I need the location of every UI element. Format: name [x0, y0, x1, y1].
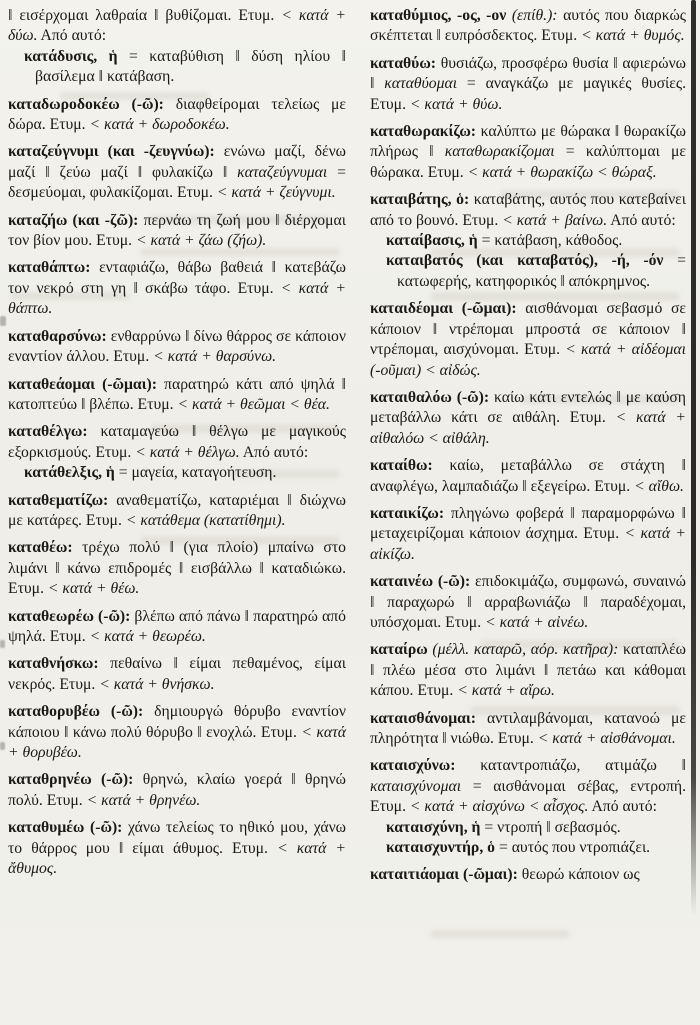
definition-text: χάνω τελείως το ηθικό μου, χάνω το θάρρος μου ‖ είμαι άθυμος. Ετυμ. [8, 819, 346, 857]
dictionary-entry [370, 299, 686, 381]
headword: καταθάπτω: [8, 259, 91, 277]
dictionary-entry [8, 770, 346, 811]
sub-entry [370, 818, 686, 838]
definition-text: = ντροπή ‖ σεβασμός. [480, 818, 621, 836]
sub-entry [370, 838, 686, 858]
definition-text: παρατηρώ κάτι από ψηλά ‖ κατοπτεύω ‖ βλέπω. Ετυμ. [8, 375, 346, 413]
etymology-text: < κατά + θορυβέω. [8, 723, 346, 761]
headword: καταθέω: [8, 539, 73, 557]
definition-text: = καταβύθιση ‖ δύση ηλίου ‖ βασίλεμα ‖ κατάβαση. [35, 47, 346, 86]
etymology-text: < κατά + θέω. [47, 580, 140, 598]
etymology-text: < κατά + ζεύγνυμι. [216, 184, 336, 202]
definition-text: θυσιάζω, προσφέρω θυσία ‖ αφιερώνω ‖ [370, 54, 686, 93]
sub-entry [370, 251, 686, 292]
etymology-text: < κατά + αἰκίζω. [370, 525, 686, 563]
dictionary-entry [8, 95, 346, 136]
definition-text: καίω, μεταβάλλω σε στάχτη ‖ αναφλέγω, λαμπαδιάζω ‖ εξεγείρω. Ετυμ. [370, 457, 686, 495]
etymology-text: < κατά + θυμός. [581, 27, 685, 45]
definition-text: ενώνω μαζί, δένω μαζί ‖ ζεύω μαζί ‖ φυλακίζω ‖ [8, 143, 347, 181]
scan-edge-mark [0, 742, 5, 750]
etymology-text: < αἴθω. [634, 477, 684, 495]
headword: καταίρω [370, 641, 428, 659]
etymology-text: < κατά + αἰσθάνομαι. [537, 730, 676, 747]
scan-edge-mark [0, 640, 5, 648]
definition-text: πληγώνω φοβερά ‖ παραμορφώνω ‖ μεταχειρίζομαι κάποιον άσχημα. Ετυμ. [370, 504, 686, 543]
dictionary-entry [8, 258, 346, 319]
dictionary-entry [370, 572, 686, 633]
definition-text: αισθάνομαι σεβασμό σε κάποιον ‖ ντρέπομαι μπροστά σε κάποιον ‖ ντρέπομαι, αισχύνομαι. Ετυμ. [370, 300, 686, 359]
scan-edge-shadow [691, 0, 696, 915]
headword: καταθυμέω (-ῶ): [8, 819, 123, 837]
headword: καταθαρσύνω: [8, 327, 107, 345]
dictionary-entry [370, 388, 686, 449]
definition-text: βλέπω από πάνω ‖ παρατηρώ από ψηλά. Ετυμ. [8, 607, 346, 645]
definition-text: = κατωφερής, κατηφορικός ‖ απόκρημνος. [397, 252, 686, 290]
definition-text: πεθαίνω ‖ είμαι πεθαμένος, είμαι νεκρός. Ετυμ. [8, 655, 346, 693]
headword: καταισχύνω: [370, 757, 456, 775]
etymology-text: < κατά + θωρακίζω < θώραξ. [467, 163, 657, 181]
headword: καταισχυντήρ, ὁ [386, 839, 496, 857]
dictionary-entry [8, 142, 346, 203]
etymology-text: καταθωρακίζομαι [444, 143, 555, 161]
etymology-text: < κατά + ἄθυμος. [8, 839, 346, 878]
headword: καταιδέομαι (-ῶμαι): [370, 300, 517, 318]
etymology-text: καταζεύγνυμαι [237, 163, 328, 181]
headword: καταισχύνη, ἡ [386, 818, 481, 836]
headword: καταζεύγνυμι (και -ζευγνύω): [8, 143, 215, 161]
definition-text: αναθεματίζω, καταριέμαι ‖ διώχνω με κατάρες. Ετυμ. [8, 491, 346, 529]
dictionary-entry [370, 709, 686, 750]
dictionary-entry [8, 491, 346, 532]
definition-text: αντιλαμβάνομαι, κατανοώ με πληρότητα ‖ νιώθω. Ετυμ. [370, 709, 686, 747]
headword: καταθέλγω: [8, 423, 88, 441]
definition-text: καταμαγεύω ‖ θέλγω με μαγικούς εξορκισμούς. Ετυμ. [8, 423, 346, 461]
column-left [8, 6, 346, 886]
dictionary-entry [370, 756, 686, 817]
dictionary-entry [8, 327, 346, 368]
definition-text: ενταφιάζω, θάβω βαθειά ‖ κατεβάζω τον νεκρό στη γη ‖ σκάβω τάφο. Ετυμ. [8, 259, 346, 297]
etymology-text: < κατά + θέλγω. [135, 443, 240, 461]
dictionary-entry [8, 607, 346, 648]
dictionary-entry [370, 640, 686, 701]
definition-text: = καλύπτομαι με θώρακα. Ετυμ. [370, 143, 686, 181]
definition-text: θρηνώ, κλαίω γοερά ‖ θρηνώ πολύ. Ετυμ. [8, 771, 346, 809]
definition-text: διαφθείρομαι τελείως με δώρα. Ετυμ. [8, 95, 347, 134]
definition-text: = αισθάνομαι σέβας, εντροπή. Ετυμ. [370, 777, 686, 816]
definition-text: ενθαρρύνω ‖ δίνω θάρρος σε κάποιον εναντίον άλλου. Ετυμ. [8, 327, 346, 366]
etymology-text: < κατά + θεῶμαι < θέα. [177, 395, 330, 413]
etymology-text: < κατά + θεωρέω. [89, 627, 206, 645]
dictionary-entry [370, 6, 686, 47]
etymology-text: καταισχύνομαι [370, 777, 462, 795]
headword: καταιθαλόω (-ῶ): [370, 388, 490, 406]
show-through-smudge [430, 930, 570, 938]
definition-text: = κατάβαση, κάθοδος. [477, 232, 623, 250]
definition-text: Από αυτό: [588, 798, 657, 816]
dictionary-entry [8, 211, 346, 252]
definition-text: δημιουργώ θόρυβο εναντίον κάποιου ‖ κάνω πολύ θόρυβο ‖ ενοχλώ. Ετυμ. [8, 703, 346, 741]
etymology-text: < κατά + ζάω (ζήω). [136, 232, 267, 250]
etymology-text: < κατά + θάπτω. [8, 279, 346, 318]
definition-text: τρέχω πολύ ‖ (για πλοίο) μπαίνω στο λιμάνι ‖ κάνω επιδρομές ‖ εισβάλλω ‖ καταδιώκω. Ετυμ. [8, 539, 346, 598]
scan-edge-mark [0, 316, 6, 326]
etymology-text: < κατάθεμα (κατατίθημι). [125, 511, 286, 529]
headword: καταισθάνομαι: [370, 709, 476, 727]
definition-text: καλύπτω με θώρακα ‖ θωρακίζω πλήρως ‖ [370, 123, 686, 161]
headword: καταίβασις, ἡ [386, 232, 478, 250]
headword: καταθρηνέω (-ῶ): [8, 771, 134, 789]
dictionary-entry [370, 122, 686, 183]
dictionary-entry [370, 504, 686, 565]
definition-text: καταβάτης, αυτός που κατεβαίνει από το βουνό. Ετυμ. [370, 191, 686, 229]
headword: καταζήω (και -ζῶ): [8, 211, 139, 229]
entry-continuation [8, 6, 346, 47]
sub-entry [370, 231, 686, 251]
headword: καταθύω: [370, 54, 437, 72]
definition-text: θεωρώ κάποιον ως [517, 866, 640, 884]
definition-text: καίω κάτι εντελώς ‖ με καύση μεταβάλλω κάτι σε αιθάλη. Ετυμ. [370, 388, 686, 427]
headword: καταιβατός (και καταβατός), -ή, -όν [386, 252, 664, 270]
dictionary-entry [8, 818, 346, 879]
etymology-text: < κατά + αἴρω. [457, 682, 555, 700]
headword: καταθωρακίζω: [370, 123, 477, 141]
headword: καταδωροδοκέω (-ῶ): [8, 95, 164, 113]
headword: καταιβάτης, ὁ: [370, 191, 470, 209]
etymology-text: (μέλλ. καταρῶ, αόρ. κατῆρα): [427, 641, 619, 659]
dictionary-entry [8, 538, 346, 599]
dictionary-entry [370, 190, 686, 231]
etymology-text: < κατά + αἰνέω. [485, 613, 589, 631]
headword: καταινέω (-ῶ): [370, 573, 471, 591]
headword: καταθεματίζω: [8, 491, 109, 509]
headword: καταθνήσκω: [8, 655, 99, 673]
definition-text: περνάω τη ζωή μου ‖ διέρχομαι τον βίον μου. Ετυμ. [8, 211, 346, 250]
dictionary-entry [370, 456, 686, 497]
definition-text: Από αυτό: [239, 443, 309, 461]
dictionary-entry [8, 654, 346, 695]
column-right [370, 6, 686, 886]
definition-text: καταπλέω ‖ πλέω μέσα στο λιμάνι ‖ πετάω και κάθομαι κάπου. Ετυμ. [370, 641, 687, 700]
dictionary-entry [8, 702, 346, 763]
definition-text: αυτός που διαρκώς σκέπτεται ‖ ευπρόσδεκτος. Ετυμ. [370, 7, 687, 45]
definition-text: = αναγκάζω με μαγικές θυσίες. Ετυμ. [370, 75, 687, 113]
definition-text: = μαγεία, καταγοήτευση. [114, 464, 277, 482]
sub-entry [8, 463, 346, 483]
etymology-text: καταθύομαι [384, 75, 458, 93]
definition-text: επιδοκιμάζω, συμφωνώ, συναινώ ‖ παραχωρώ ‖ αρραβωνιάζω ‖ παραδέχομαι, υπόσχομαι. Ετυμ. [370, 573, 686, 631]
definition-text: Από αυτό: [607, 211, 676, 229]
etymology-text: < κατά + δωροδοκέω. [89, 116, 230, 134]
definition-text: = δεσμεύομαι, φυλακίζομαι. Ετυμ. [8, 163, 346, 202]
headword: καταθορυβέω (-ῶ): [8, 703, 144, 721]
sub-entry [8, 47, 346, 88]
headword: κατάθελξις, ἡ [24, 464, 115, 482]
etymology-text: < κατά + θύω. [409, 95, 503, 113]
etymology-text: < κατά + θνήσκω. [99, 675, 215, 693]
headword: καταθεωρέω (-ῶ): [8, 607, 131, 625]
definition-text: καταντροπιάζω, ατιμάζω ‖ [455, 757, 686, 775]
headword: καταίθω: [370, 457, 433, 475]
headword: καταθεάομαι (-ῶμαι): [8, 375, 157, 393]
etymology-text: < κατά + αἰσχύνω < αἶσχος. [409, 798, 589, 816]
definition-text: = αυτός που ντροπιάζει. [495, 839, 651, 857]
dictionary-entry [8, 422, 346, 463]
dictionary-entry [370, 54, 686, 115]
headword: καταιτιάομαι (-ῶμαι): [370, 866, 518, 884]
headword: καταικίζω: [370, 504, 445, 522]
definition-text: ‖ εισέρχομαι λαθραία ‖ βυθίζομαι. Ετυμ. [8, 7, 282, 24]
etymology-text: < κατά + αἰθαλόω < αἰθάλη. [370, 409, 686, 447]
headword: καταθύμιος, -ος, -ον [370, 7, 507, 24]
etymology-text: < κατά + βαίνω. [502, 211, 608, 229]
dictionary-entry [370, 865, 686, 885]
etymology-text: < κατά + θαρσύνω. [153, 348, 277, 366]
etymology-text: < κατά + δύω. [8, 7, 346, 45]
headword: κατάδυσις, ἡ [24, 47, 118, 65]
etymology-text: < κατά + θρηνέω. [86, 791, 201, 809]
etymology-text: < κατά + αἰδέομαι (-οῦμαι) < αἰδώς. [370, 341, 686, 379]
definition-text: Από αυτό: [37, 27, 107, 45]
etymology-text: (επίθ.): [506, 7, 558, 24]
dictionary-entry [8, 375, 346, 416]
